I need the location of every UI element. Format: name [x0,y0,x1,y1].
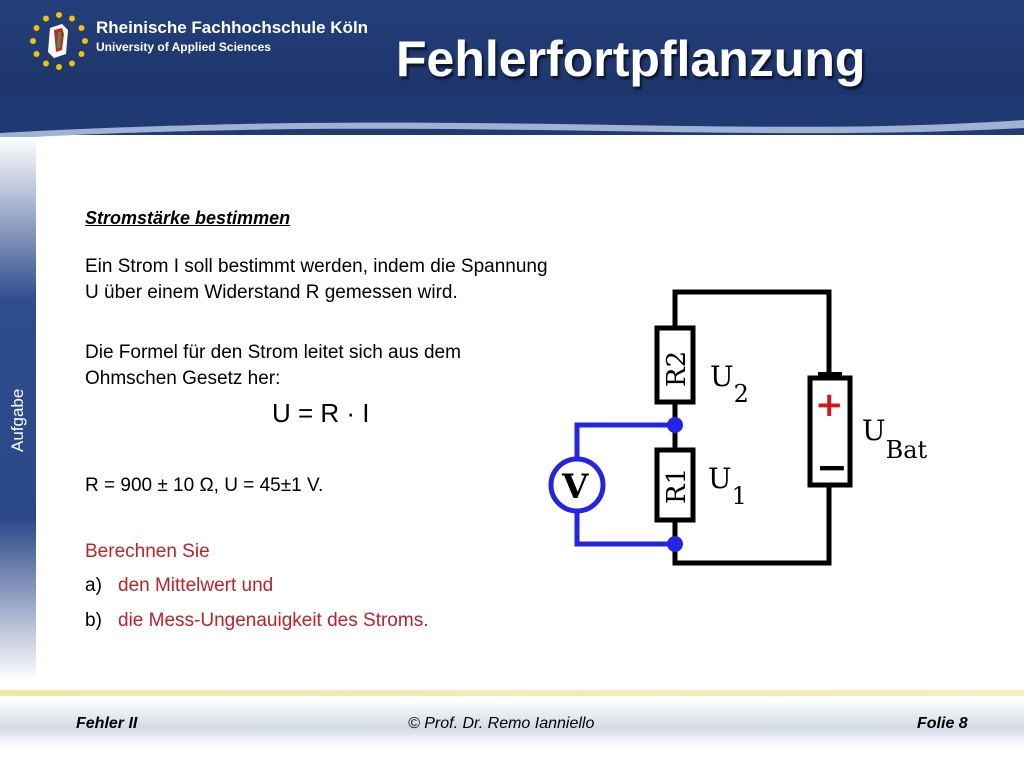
footer-author: © Prof. Dr. Remo Ianniello [408,715,595,732]
circuit-wires [675,292,829,563]
node-top [667,417,683,433]
battery-minus: − [816,445,848,489]
institution-subtitle: University of Applied Sciences [96,40,271,54]
footer-divider [0,690,1024,696]
task-text: den Mittelwert und [118,575,274,596]
task-marker: a) [85,575,102,596]
university-logo [28,10,90,72]
footer-course: Fehler II [76,715,138,732]
task-item-a [85,575,273,597]
ohm-formula: U = R · I [272,398,370,428]
institution-name: Rheinische Fachhochschule Köln [96,18,369,37]
task-text: die Mess-Ungenauigkeit des Stroms. [118,610,429,631]
side-label: Aufgabe [8,388,27,452]
battery-terminal [818,372,842,380]
given-values: R = 900 ± 10 Ω, U = 45±1 V. [85,475,324,496]
r1-label: R1 [662,467,692,504]
slide-title: Fehlerfortpflanzung [396,31,866,87]
circuit-diagram [540,280,950,580]
paragraph-intro: Ein Strom I soll bestimmt werden, indem die Spannung U über einem Widerstand R gemessen wird. [85,256,548,303]
task-marker: b) [85,610,102,631]
r2-label: R2 [662,350,692,387]
battery-plus: + [815,385,844,425]
header-wave [0,95,1024,140]
u1-label: U1 [708,462,747,510]
paragraph-formula-intro: Die Formel für den Strom leitet sich aus dem Ohmschen Gesetz her: [85,342,461,389]
u2-label: U2 [710,360,749,408]
section-subtitle: Stromstärke bestimmen [85,208,291,228]
task-item-b [85,610,428,632]
ubat-label: UBat [862,414,928,464]
footer-slide-number: Folie 8 [917,715,968,732]
node-bottom [667,536,683,552]
voltmeter-label: V [562,467,589,507]
task-intro: Berechnen Sie [85,541,210,562]
